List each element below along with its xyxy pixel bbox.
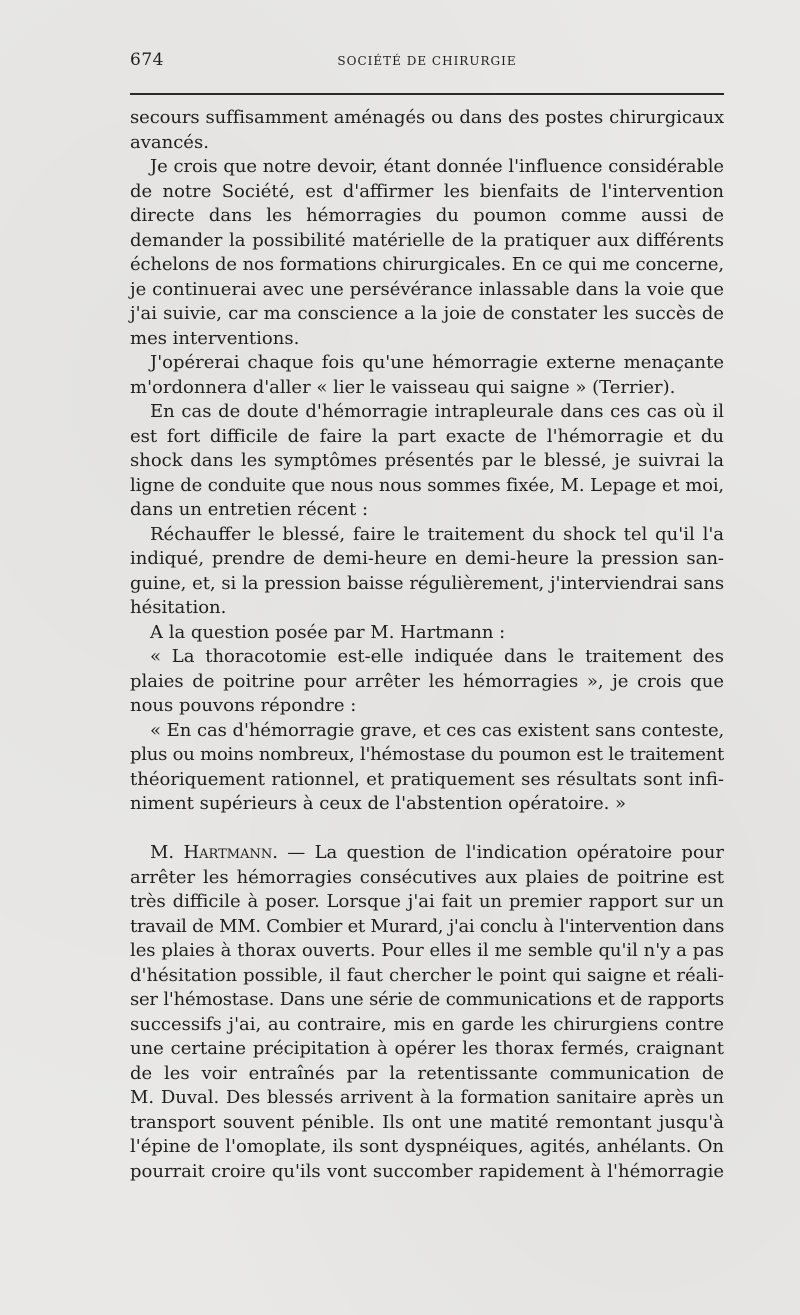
header-rule [130,93,724,95]
text-line: pourrait croire qu'ils vont succomber rapidement à l'hémorragie [130,1160,724,1182]
text-line: de les voir entraînés par la retentissante communication de [130,1062,724,1084]
paragraph-gap [130,817,724,842]
text-line: M. Duval. Des blessés arrivent à la formation sanitaire après un [130,1087,724,1108]
text-line: successifs j'ai, au contraire, mis en garde les chirurgiens contre [130,1013,724,1035]
paragraph [130,719,724,817]
body-text [130,106,724,1184]
text-line: ser l'hémostase. Dans une série de communications et de rapports [130,989,724,1010]
text-line [130,841,724,866]
text-line: je continuerai avec une persévérance inlassable dans la voie que [130,278,724,300]
text-line: l'épine de l'omoplate, ils sont dyspnéiques, agités, anhélants. On [130,1136,724,1157]
paragraph [130,351,724,400]
text-line: avancés. [130,131,209,153]
text-line: les plaies à thorax ouverts. Pour elles il me semble qu'il n'y a pas [130,940,724,961]
text-line: directe dans les hémorragies du poumon comme aussi de [130,205,724,226]
text-line: plaies de poitrine pour arrêter les hémorragies », je crois que [130,670,724,692]
paragraph [130,106,724,155]
text-line: demander la possibilité matérielle de la pratiquer aux différents [130,229,724,251]
text-line: « En cas d'hémorragie grave, et ces cas existent sans conteste, [150,719,725,741]
text-line: Je crois que notre devoir, étant donnée l'influence considérable [150,156,724,177]
text-line: « La thoracotomie est-elle indiquée dans le traitement des [150,646,724,667]
text-line: travail de MM. Combier et Murard, j'ai conclu à l'intervention dans [130,915,724,937]
page-number: 674 [130,50,164,70]
text-line: niment supérieurs à ceux de l'abstention opératoire. » [130,793,627,814]
text-line: guine, et, si la pression baisse régulièrement, j'interviendrai sans [130,572,724,594]
text-line: ligne de conduite que nous nous sommes fixée, M. Lepage et moi, [130,474,724,496]
speaker-name: M. Hartmann. [150,842,278,863]
text-line: m'ordonnera d'aller « lier le vaisseau qui saigne » (Terrier). [130,376,676,398]
text-line: est fort difficile de faire la part exacte de l'hémorragie et du [130,425,724,447]
text-line: Réchauffer le blessé, faire le traitement du shock tel qu'il l'a [150,523,724,545]
text-line: très difficile à poser. Lorsque j'ai fait un premier rapport sur un [130,891,724,912]
text-line: hésitation. [130,597,227,618]
text-line: une certaine précipitation à opérer les thorax fermés, craignant [130,1038,724,1059]
text-line: j'ai suivie, car ma conscience a la joie de constater les succès de [130,303,724,324]
text-line: échelons de nos formations chirurgicales. En ce qui me concerne, [130,254,724,275]
text-line: A la question posée par M. Hartmann : [150,621,506,643]
speaker-paragraph [130,841,724,1184]
text-line: d'hésitation possible, il faut chercher le point qui saigne et réali- [130,964,724,986]
text-line: théoriquement rationnel, et pratiquement ses résultats sont infi- [130,768,724,790]
text-fragment: — La question de l'indication opératoire pour [277,842,724,863]
text-line: indiqué, prendre de demi-heure en demi-heure la pression san- [130,548,724,569]
paragraph [130,621,724,646]
text-line: transport souvent pénible. Ils ont une matité remontant jusqu'à [130,1111,724,1133]
running-title: SOCIÉTÉ DE CHIRURGIE [337,54,517,68]
text-line: plus ou moins nombreux, l'hémostase du poumon est le traitement [130,744,724,765]
paragraph [130,645,724,719]
page-header [130,50,724,76]
text-line: J'opérerai chaque fois qu'une hémorragie externe menaçante [150,352,724,373]
text-line: dans un entretien récent : [130,499,369,520]
text-line: arrêter les hémorragies consécutives aux plaies de poitrine est [130,866,724,888]
paragraph [130,523,724,621]
text-line: shock dans les symptômes présentés par le blessé, je suivrai la [130,450,724,471]
text-line: secours suffisamment aménagés ou dans des postes chirurgicaux [130,107,724,128]
text-line: de notre Société, est d'affirmer les bienfaits de l'intervention [130,180,724,202]
text-line: En cas de doute d'hémorragie intrapleurale dans ces cas où il [150,401,724,422]
text-line: mes interventions. [130,327,300,349]
paragraph [130,155,724,351]
text-line: nous pouvons répondre : [130,695,357,716]
paragraph [130,400,724,523]
